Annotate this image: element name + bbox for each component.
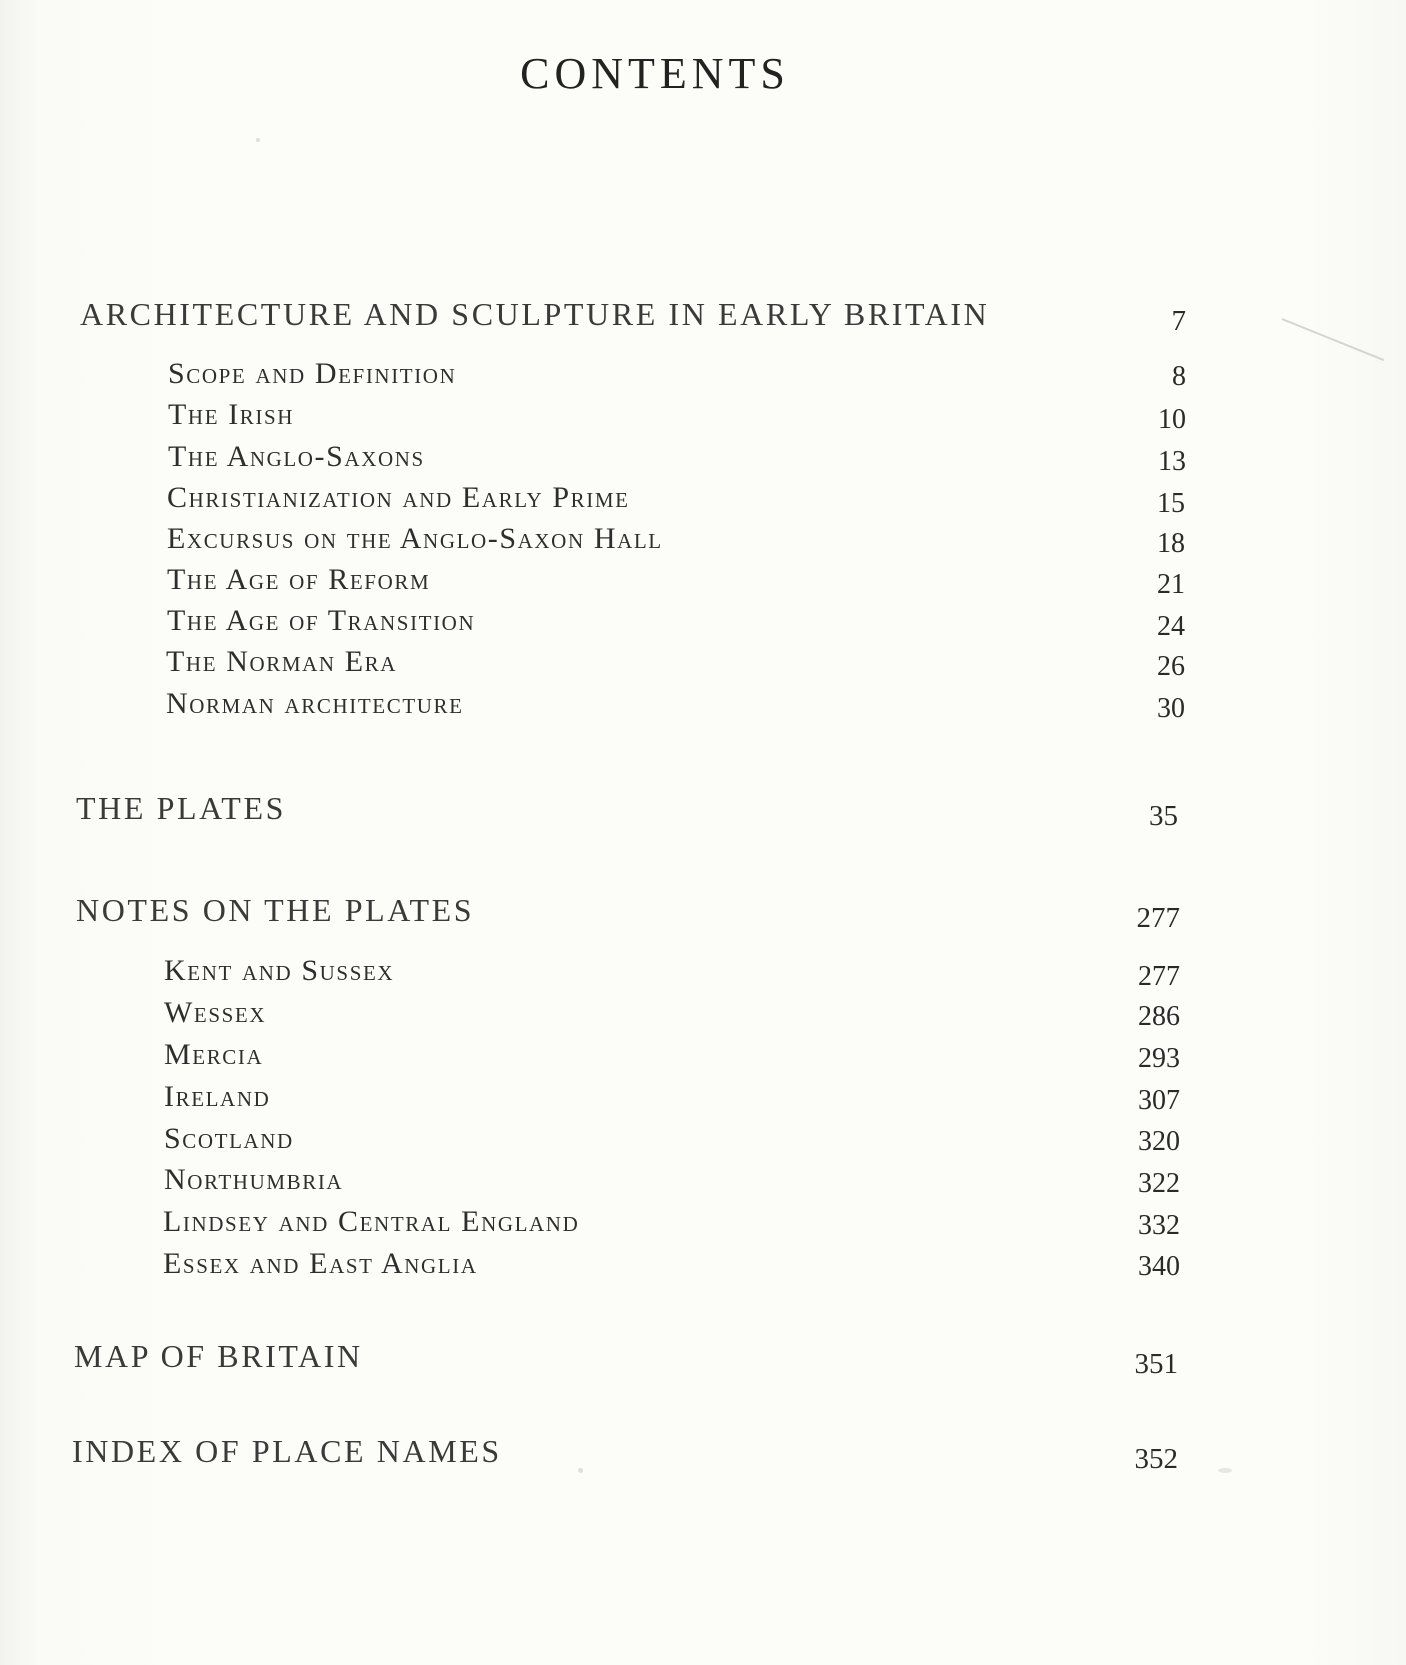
toc-entry[interactable]: Essex and East Anglia bbox=[163, 1247, 478, 1280]
toc-entry[interactable]: The Age of Reform bbox=[167, 563, 431, 596]
toc-page-number: 10 bbox=[1158, 404, 1186, 435]
toc-entry[interactable]: Christianization and Early Prime bbox=[167, 481, 630, 514]
toc-entry[interactable]: The Anglo-Saxons bbox=[168, 440, 425, 473]
paper-speck bbox=[256, 138, 260, 142]
toc-page-number: 8 bbox=[1172, 361, 1186, 392]
toc-page-number: 277 bbox=[1138, 961, 1180, 992]
toc-page-number: 24 bbox=[1157, 611, 1185, 642]
toc-page-number: 18 bbox=[1157, 528, 1185, 559]
toc-entry[interactable]: Mercia bbox=[164, 1038, 264, 1071]
toc-page-number: 286 bbox=[1138, 1001, 1180, 1032]
toc-section-title[interactable]: INDEX OF PLACE NAMES bbox=[72, 1433, 502, 1469]
toc-page-number: 351 bbox=[1134, 1348, 1178, 1380]
toc-section-title[interactable]: ARCHITECTURE AND SCULPTURE IN EARLY BRITAIN bbox=[80, 296, 990, 332]
toc-entry[interactable]: The Norman Era bbox=[166, 645, 398, 678]
toc-entry[interactable]: Ireland bbox=[164, 1080, 271, 1113]
toc-page-number: 35 bbox=[1149, 800, 1178, 832]
toc-page-number: 26 bbox=[1157, 651, 1185, 682]
paper-scratch bbox=[1282, 318, 1385, 361]
toc-entry[interactable]: Scotland bbox=[164, 1122, 294, 1155]
toc-page-number: 332 bbox=[1138, 1210, 1180, 1241]
toc-section-title[interactable]: NOTES ON THE PLATES bbox=[76, 892, 475, 928]
toc-page-number: 322 bbox=[1138, 1168, 1180, 1199]
toc-section-title[interactable]: MAP OF BRITAIN bbox=[74, 1338, 363, 1374]
toc-page-number: 30 bbox=[1157, 693, 1185, 724]
toc-entry[interactable]: The Age of Transition bbox=[167, 604, 476, 637]
toc-entry[interactable]: Northumbria bbox=[164, 1163, 344, 1196]
toc-entry[interactable]: The Irish bbox=[168, 398, 295, 431]
toc-page-number: 320 bbox=[1138, 1126, 1180, 1157]
page-title: CONTENTS bbox=[520, 49, 790, 98]
toc-page-number: 293 bbox=[1138, 1043, 1180, 1074]
toc-entry[interactable]: Norman architecture bbox=[166, 687, 464, 720]
toc-page-number: 7 bbox=[1171, 305, 1186, 337]
toc-page-number: 277 bbox=[1136, 902, 1180, 934]
paper-speck bbox=[1218, 1468, 1232, 1473]
toc-page-number: 13 bbox=[1158, 446, 1186, 477]
toc-entry[interactable]: Scope and Definition bbox=[168, 357, 457, 390]
paper-speck bbox=[578, 1468, 583, 1473]
toc-page-number: 340 bbox=[1138, 1251, 1180, 1282]
toc-page-number: 352 bbox=[1134, 1443, 1178, 1475]
toc-section-title[interactable]: THE PLATES bbox=[76, 790, 286, 826]
toc-page-number: 21 bbox=[1157, 569, 1185, 600]
toc-page-number: 307 bbox=[1138, 1085, 1180, 1116]
toc-entry[interactable]: Kent and Sussex bbox=[164, 954, 395, 987]
toc-entry[interactable]: Lindsey and Central England bbox=[163, 1205, 580, 1238]
toc-entry[interactable]: Wessex bbox=[164, 996, 267, 1029]
toc-entry[interactable]: Excursus on the Anglo-Saxon Hall bbox=[167, 522, 663, 555]
toc-page-number: 15 bbox=[1157, 488, 1185, 519]
